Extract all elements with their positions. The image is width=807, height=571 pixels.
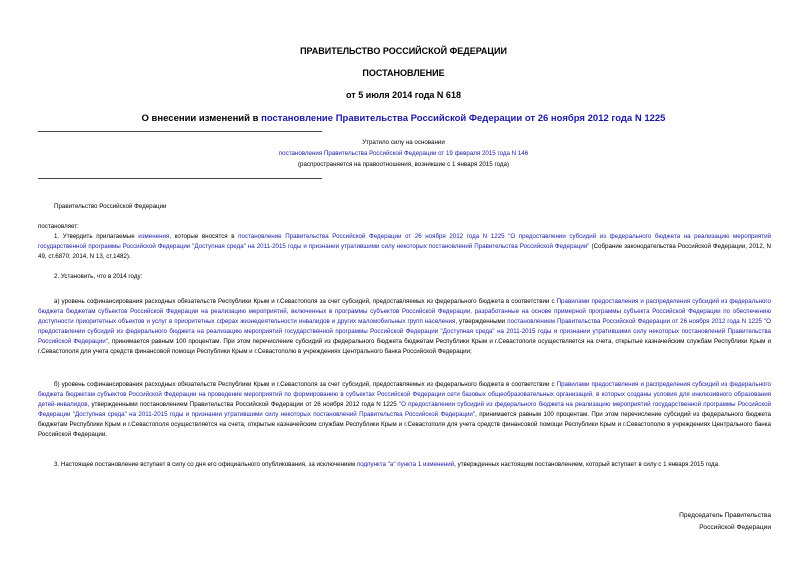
rules-inclusive-education-link[interactable]: Правилами предоставления и распределения субсидий из федерального бюджета бюджетам субъектов Российской Федерации на проведение мероприятий по формированию в субъектах Российской Федерации сети базовых общеобразовательных организаций, в которых созданы условия для инклюзивного образования детей-инвалидов (38, 381, 771, 408)
item2b-paragraph: б) уровень софинансирования расходных обязательств Республики Крым и г.Севастополя за счет субсидий, предоставляемых из федерального бюджета в соответствии с Правилами предоставления и распределения субсидий из федерального бюджета бюджетам субъектов Российской Федерации на проведение мероприятий по формированию в субъектах Российской Федерации сети базовых общеобразовательных организаций, в которых созданы условия для инклюзивного образования детей-инвалидов, утвержденными постановлением Правительства Российской Федерации от 26 ноября 2012 года N 1225 "О предоставлении субсидий из федерального бюджета на реализацию мероприятий государственной программы Российской Федерации "Доступная среда" на 2011-2015 годы и признании утратившими силу некоторых постановлений Правительства Российской Федерации", принимается равным 100 процентам. При этом перечисление субсидий из федерального бюджета бюджетам Республики Крым и г.Севастополя осуществляется на счета, открытые казначейским службам Республики Крым и г.Севастополя для учета средств финансовой помощи Республики Крым и г.Севастополю в учреждениях Центрального банка Российской Федерации. (38, 381, 771, 438)
rules-accessibility-link[interactable]: Правилами предоставления и распределения субсидий из федерального бюджета бюджетам субъектов Российской Федерации на реализацию мероприятий, включенных в программы субъектов Российской Федерации, разработанные на основе примерной программы субъекта Российской Федерации по обеспечению доступности приоритетных объектов и услуг в приоритетных сферах жизнедеятельности инвалидов и других маломобильных групп населения (38, 298, 771, 325)
status-note-line3: (распространяется на правоотношения, возникшие с 1 января 2015 года) (298, 161, 509, 168)
decides-paragraph: постановляет: (38, 223, 79, 230)
item2a-paragraph: а) уровень софинансирования расходных обязательств Республики Крым и г.Севастополя за счет субсидий, предоставляемых из федерального бюджета в соответствии с Правилами предоставления и распределения субсидий из федерального бюджета бюджетам субъектов Российской Федерации на реализацию мероприятий, включенных в программы субъектов Российской Федерации, разработанные на основе примерной программы субъекта Российской Федерации по обеспечению доступности приоритетных объектов и услуг в приоритетных сферах жизнедеятельности инвалидов и других маломобильных групп населения, утвержденными постановлением Правительства Российской Федерации от 26 ноября 2012 года N 1225 "О предоставлении субсидий из федерального бюджета на реализацию мероприятий государственной программы Российской Федерации "Доступная среда" на 2011-2015 годы и признании утратившими силу некоторых постановлений Правительства Российской Федерации", принимается равным 100 процентам. При этом перечисление субсидий из федерального бюджета бюджетам Республики Крым и г.Севастополя осуществляется на счета, открытые казначейским службам Республики Крым и г.Севастополя для учета средств финансовой помощи Республики Крым и г.Севастополю в учреждениях Центрального банка Российской Федерации; (38, 298, 771, 355)
changes-link[interactable]: изменения (138, 233, 170, 240)
issuer-text: Правительство Российской Федерации (54, 203, 167, 210)
repeal-decree-link[interactable]: постановления Правительства Российской Федерации от 19 февраля 2015 года N 146 (278, 150, 529, 157)
divider-top (38, 131, 322, 132)
issuer-paragraph (38, 202, 771, 212)
document-title-prefix: О внесении изменений в (141, 113, 262, 124)
divider-bottom (38, 178, 322, 179)
status-note-line1: Утратило силу на основании (362, 139, 445, 146)
government-heading: ПРАВИТЕЛЬСТВО РОССИЙСКОЙ ФЕДЕРАЦИИ (300, 46, 507, 56)
document-type-heading: ПОСТАНОВЛЕНИЕ (362, 68, 445, 78)
document-date-number: от 5 июля 2014 года N 618 (346, 90, 461, 100)
title-decree-link[interactable]: постановление Правительства Российской Федерации от 26 ноября 2012 года N 1225 (261, 113, 666, 124)
subpoint-a-link[interactable]: подпункта "а" пункта 1 изменений (356, 461, 455, 468)
item3-paragraph: 3. Настоящее постановление вступает в силу со дня его официального опубликования, за исключением подпункта "а" пункта 1 изменений, утвержденных настоящим постановлением, который вступает в силу с 1 января 2015 года. (54, 461, 720, 468)
item2-paragraph: 2. Установить, что в 2014 году: (54, 273, 143, 280)
decree-1225-link[interactable]: постановление Правительства Российской Федерации от 26 ноября 2012 года N 1225 "О предоставлении субсидий из федерального бюджета на реализацию мероприятий государственной программы Российской Федерации "Доступная среда" на 2011-2015 годы и признании утратившими силу некоторых постановлений Правительства Российской Федерации" (38, 233, 771, 250)
status-note-line2 (0, 149, 807, 159)
document-title (0, 113, 807, 124)
signature-line1: Председатель Правительства (679, 512, 771, 519)
decree-1225-link-2[interactable]: постановлением Правительства Российской Федерации от 26 ноября 2012 года N 1225 "О предоставлении субсидий из федерального бюджета на реализацию мероприятий государственной программы Российской Федерации "Доступная среда" на 2011-2015 годы и признании утратившими силу некоторых постановлений Правительства Российской Федерации" (38, 318, 771, 345)
signature-block (679, 510, 771, 534)
item1-paragraph: 1. Утвердить прилагаемые изменения, которые вносятся в постановление Правительства Российской Федерации от 26 ноября 2012 года N 1225 "О предоставлении субсидий из федерального бюджета на реализацию мероприятий государственной программы Российской Федерации "Доступная среда" на 2011-2015 годы и признании утратившими силу некоторых постановлений Правительства Российской Федерации" (Собрание законодательства Российской Федерации, 2012, N 49, ст.6870; 2014, N 13, ст.1482). (38, 233, 771, 260)
decree-1225-title-link[interactable]: "О предоставлении субсидий из федерального бюджета на реализацию мероприятий государственной программы Российской Федерации "Доступная среда" на 2011-2015 годы и признании утратившими силу некоторых постановлений Правительства Российской Федерации" (38, 401, 771, 418)
signature-line2: Российской Федерации (699, 524, 771, 531)
